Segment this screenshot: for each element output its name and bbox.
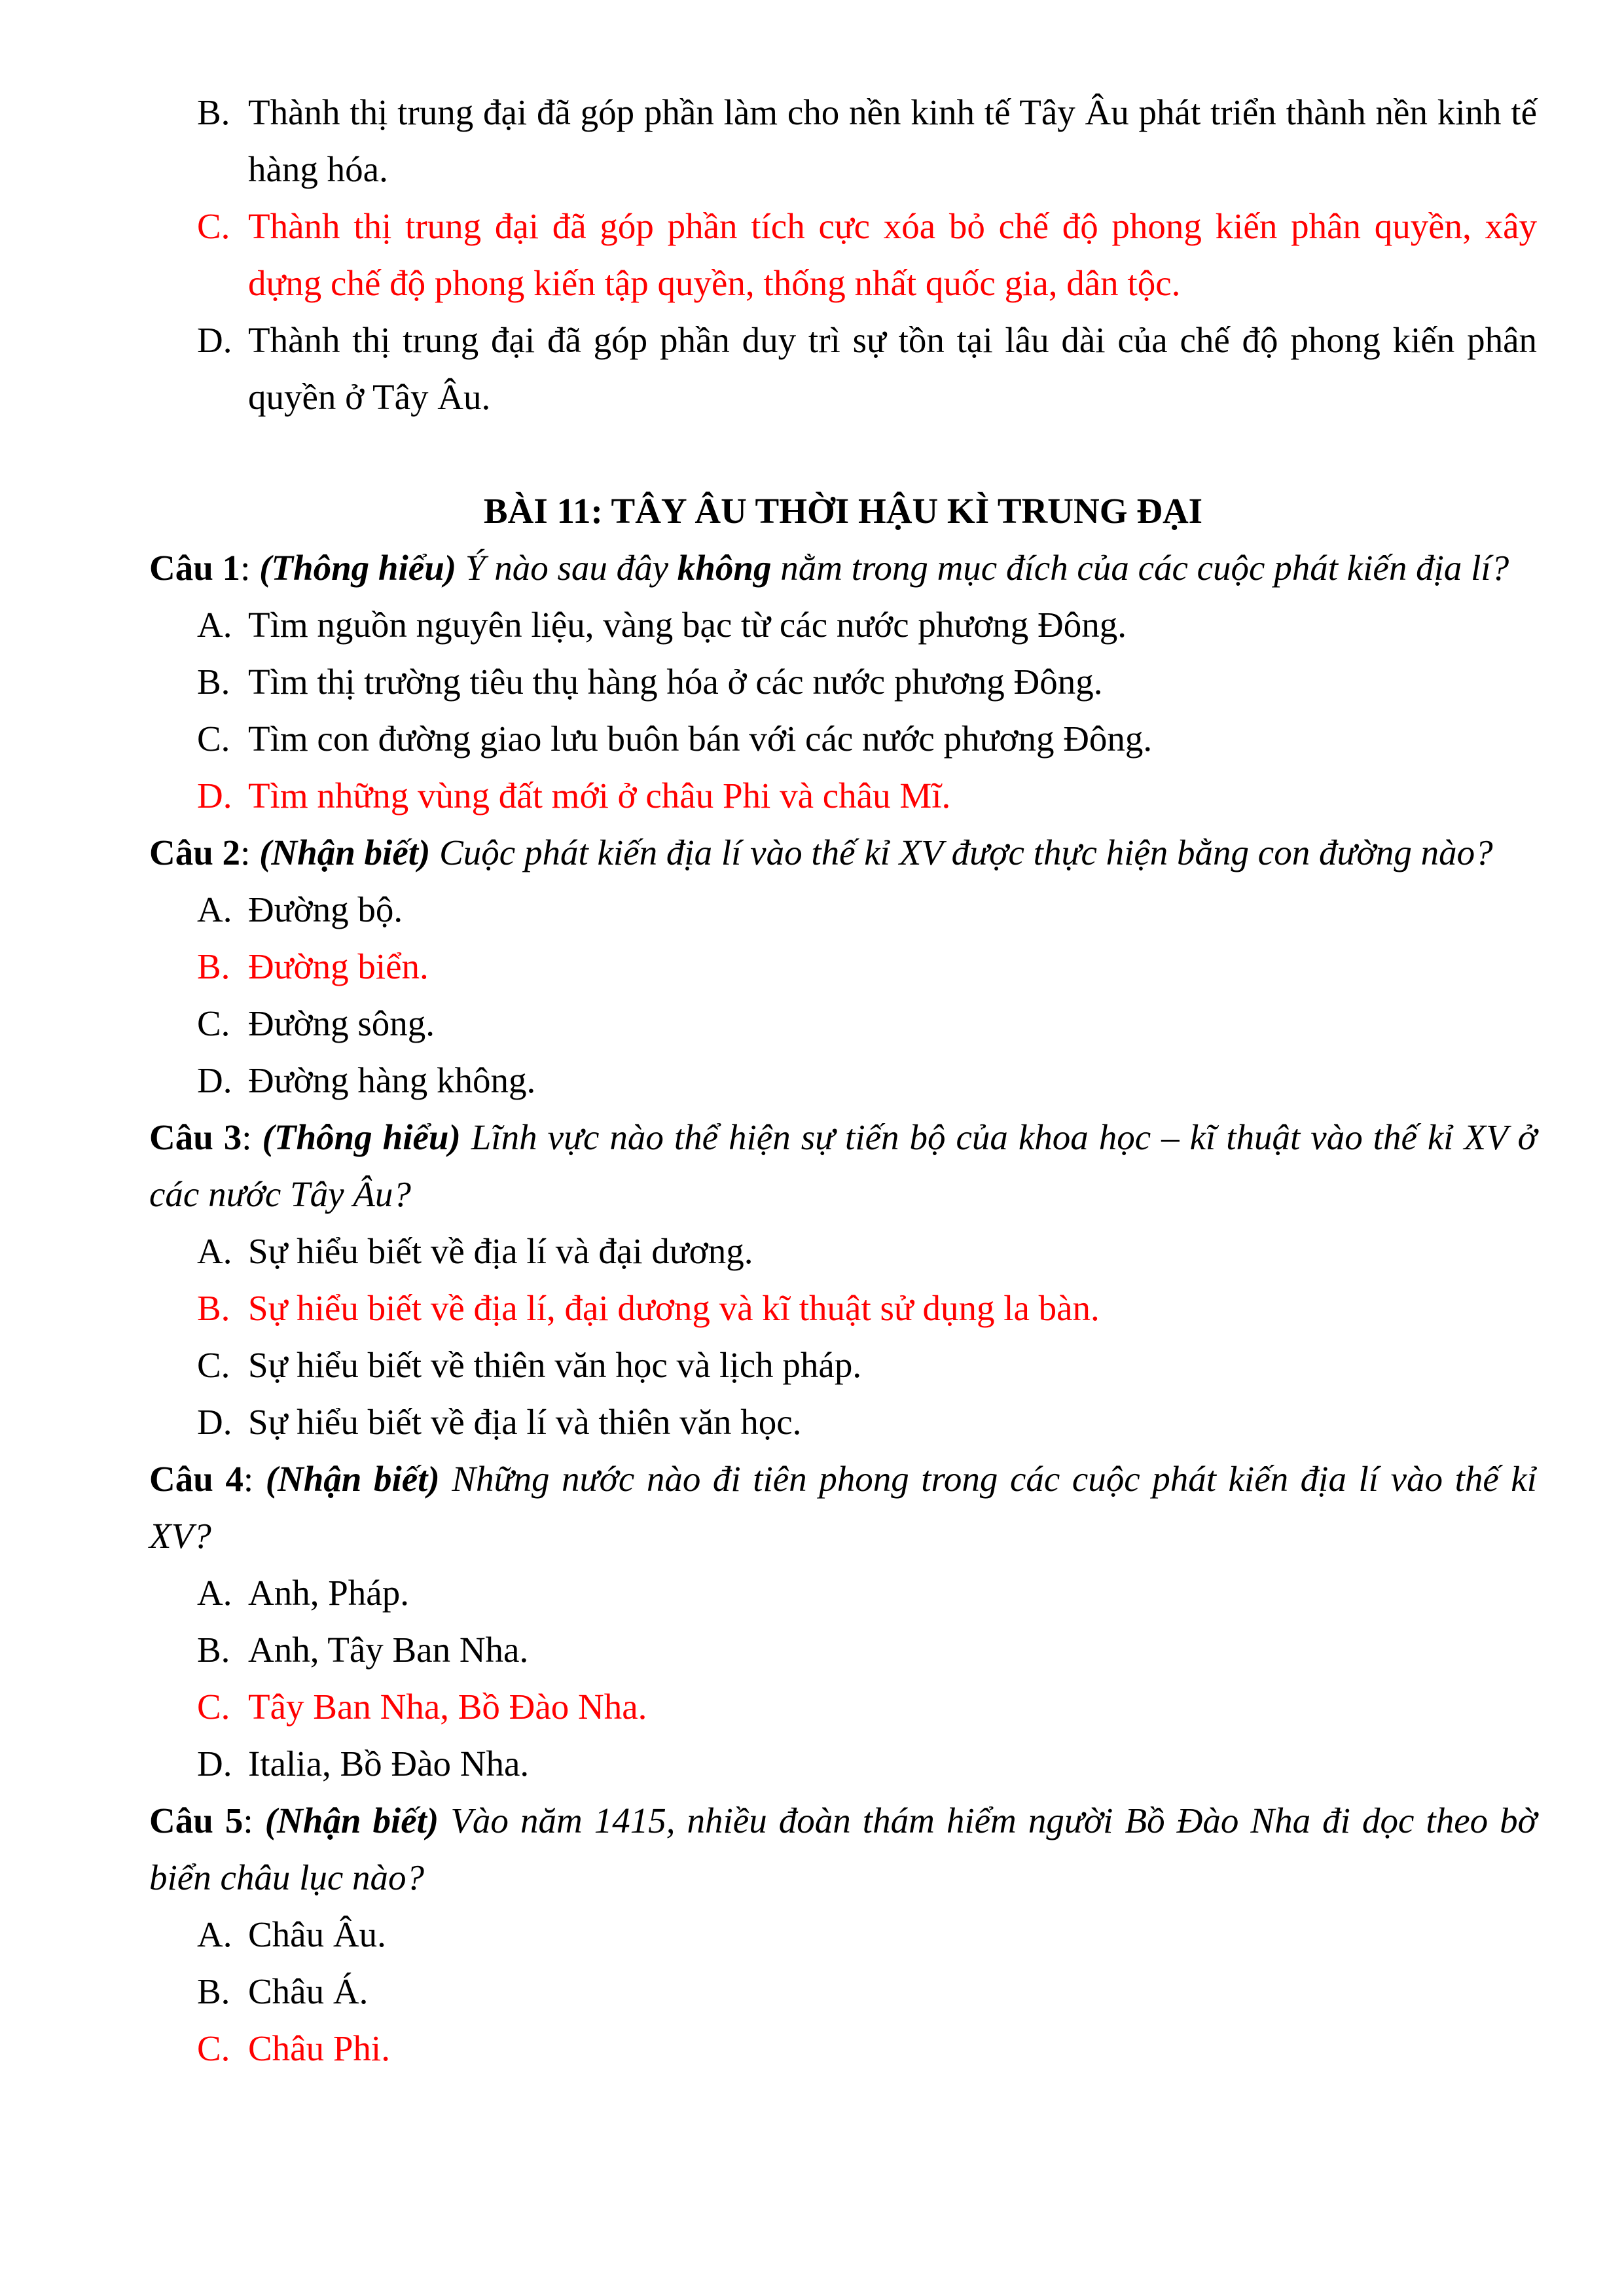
question-text: Cuộc phát kiến địa lí vào thế kỉ XV được thực hiện bằng con đường nào? — [430, 833, 1493, 872]
option-text: Châu Phi. — [248, 2028, 390, 2068]
option-letter: B. — [197, 1288, 230, 1328]
question-separator: : — [242, 1117, 262, 1157]
option-prev-b — [149, 84, 1537, 198]
question-text: Những nước nào đi tiên phong trong các cuộc phát kiến địa lí vào thế kỉ XV? — [149, 1459, 1537, 1556]
option-text: Đường biển. — [248, 946, 429, 986]
option-text: Châu Âu. — [248, 1914, 386, 1954]
option-letter: A. — [197, 1914, 232, 1954]
option-text: Tây Ban Nha, Bồ Đào Nha. — [248, 1687, 647, 1727]
option-text: Sự hiểu biết về địa lí và thiên văn học. — [248, 1402, 802, 1442]
option-letter: C. — [197, 1687, 230, 1727]
option-prev-c-correct — [149, 198, 1537, 312]
question-level: (Nhận biết) — [264, 1801, 439, 1840]
option-text: Sự hiểu biết về thiên văn học và lịch pháp. — [248, 1345, 862, 1385]
q2-option-a — [149, 881, 1537, 938]
q2-option-c — [149, 995, 1537, 1052]
question-5 — [149, 1792, 1537, 1906]
q2-option-b-correct — [149, 938, 1537, 995]
question-level: (Nhận biết) — [265, 1459, 440, 1499]
option-letter: D. — [197, 1060, 232, 1100]
question-level: (Thông hiểu) — [262, 1117, 461, 1157]
question-1 — [149, 539, 1537, 596]
option-letter: D. — [197, 776, 232, 816]
option-text: Italia, Bồ Đào Nha. — [248, 1744, 530, 1784]
prev-options — [149, 84, 1537, 425]
option-text: Thành thị trung đại đã góp phần làm cho nền kinh tế Tây Âu phát triển thành nền kinh tế hàng hóa. — [248, 92, 1537, 189]
option-text: Anh, Pháp. — [248, 1573, 409, 1613]
spacer — [149, 425, 1537, 482]
q1-option-a — [149, 596, 1537, 653]
option-text: Thành thị trung đại đã góp phần tích cực xóa bỏ chế độ phong kiến phân quyền, xây dựng chế độ phong kiến tập quyền, thống nhất quốc gia, dân tộc. — [248, 206, 1537, 303]
option-letter: D. — [197, 320, 232, 360]
question-number: Câu 3 — [149, 1117, 242, 1157]
question-3 — [149, 1109, 1537, 1223]
option-letter: C. — [197, 206, 230, 246]
option-text: Thành thị trung đại đã góp phần duy trì sự tồn tại lâu dài của chế độ phong kiến phân quyền ở Tây Âu. — [248, 320, 1537, 417]
question-text: Ý nào sau đây — [456, 548, 677, 588]
question-number: Câu 4 — [149, 1459, 244, 1499]
question-text-after: nằm trong mục đích của các cuộc phát kiến địa lí? — [771, 548, 1509, 588]
q4-option-c-correct — [149, 1678, 1537, 1735]
option-letter: C. — [197, 2028, 230, 2068]
option-letter: B. — [197, 662, 230, 702]
option-letter: A. — [197, 1231, 232, 1271]
option-text: Tìm thị trường tiêu thụ hàng hóa ở các nước phương Đông. — [248, 662, 1103, 702]
option-letter: B. — [197, 1630, 230, 1670]
option-letter: C. — [197, 1345, 230, 1385]
option-text: Sự hiểu biết về địa lí và đại dương. — [248, 1231, 753, 1271]
q5-option-b — [149, 1963, 1537, 2020]
q5-option-c-correct — [149, 2020, 1537, 2077]
question-text: Vào năm 1415, nhiều đoàn thám hiểm người Bồ Đào Nha đi dọc theo bờ biển châu lục nào? — [149, 1801, 1538, 1897]
option-letter: A. — [197, 889, 232, 929]
option-text: Đường sông. — [248, 1003, 435, 1043]
option-text: Đường bộ. — [248, 889, 403, 929]
option-letter: D. — [197, 1402, 232, 1442]
q5-option-a — [149, 1906, 1537, 1963]
question-4 — [149, 1450, 1537, 1564]
option-text: Tìm nguồn nguyên liệu, vàng bạc từ các nước phương Đông. — [248, 605, 1127, 645]
option-letter: D. — [197, 1744, 232, 1784]
question-number: Câu 5 — [149, 1801, 244, 1840]
q4-option-d — [149, 1735, 1537, 1792]
q4-option-a — [149, 1564, 1537, 1621]
option-text: Tìm những vùng đất mới ở châu Phi và châu Mĩ. — [248, 776, 951, 816]
q1-option-c — [149, 710, 1537, 767]
q3-option-d — [149, 1393, 1537, 1450]
question-separator: : — [240, 833, 260, 872]
q3-option-a — [149, 1223, 1537, 1280]
question-number: Câu 1 — [149, 548, 241, 588]
question-level: (Nhận biết) — [259, 833, 431, 872]
option-letter: B. — [197, 946, 230, 986]
option-prev-d — [149, 312, 1537, 425]
document-page — [149, 84, 1537, 2077]
q1-option-d-correct — [149, 767, 1537, 824]
q3-option-b-correct — [149, 1280, 1537, 1336]
option-letter: B. — [197, 1971, 230, 2011]
option-text: Châu Á. — [248, 1971, 369, 2011]
option-text: Đường hàng không. — [248, 1060, 536, 1100]
option-letter: A. — [197, 605, 232, 645]
question-level: (Thông hiểu) — [259, 548, 457, 588]
option-letter: A. — [197, 1573, 232, 1613]
q4-option-b — [149, 1621, 1537, 1678]
q1-option-b — [149, 653, 1537, 710]
question-separator: : — [243, 1459, 266, 1499]
option-text: Sự hiểu biết về địa lí, đại dương và kĩ thuật sử dụng la bàn. — [248, 1288, 1100, 1328]
q3-option-c — [149, 1336, 1537, 1393]
question-number: Câu 2 — [149, 833, 241, 872]
question-text: Lĩnh vực nào thể hiện sự tiến bộ của khoa học – kĩ thuật vào thế kỉ XV ở các nước Tây Âu? — [149, 1117, 1538, 1214]
option-letter: C. — [197, 1003, 230, 1043]
q2-option-d — [149, 1052, 1537, 1109]
option-letter: B. — [197, 92, 230, 132]
lesson-title: BÀI 11: TÂY ÂU THỜI HẬU KÌ TRUNG ĐẠI — [483, 491, 1203, 531]
option-text: Tìm con đường giao lưu buôn bán với các nước phương Đông. — [248, 719, 1153, 759]
question-separator: : — [240, 548, 260, 588]
option-letter: C. — [197, 719, 230, 759]
question-separator: : — [243, 1801, 265, 1840]
option-text: Anh, Tây Ban Nha. — [248, 1630, 529, 1670]
question-emphasis: không — [677, 548, 772, 588]
question-2 — [149, 824, 1537, 881]
